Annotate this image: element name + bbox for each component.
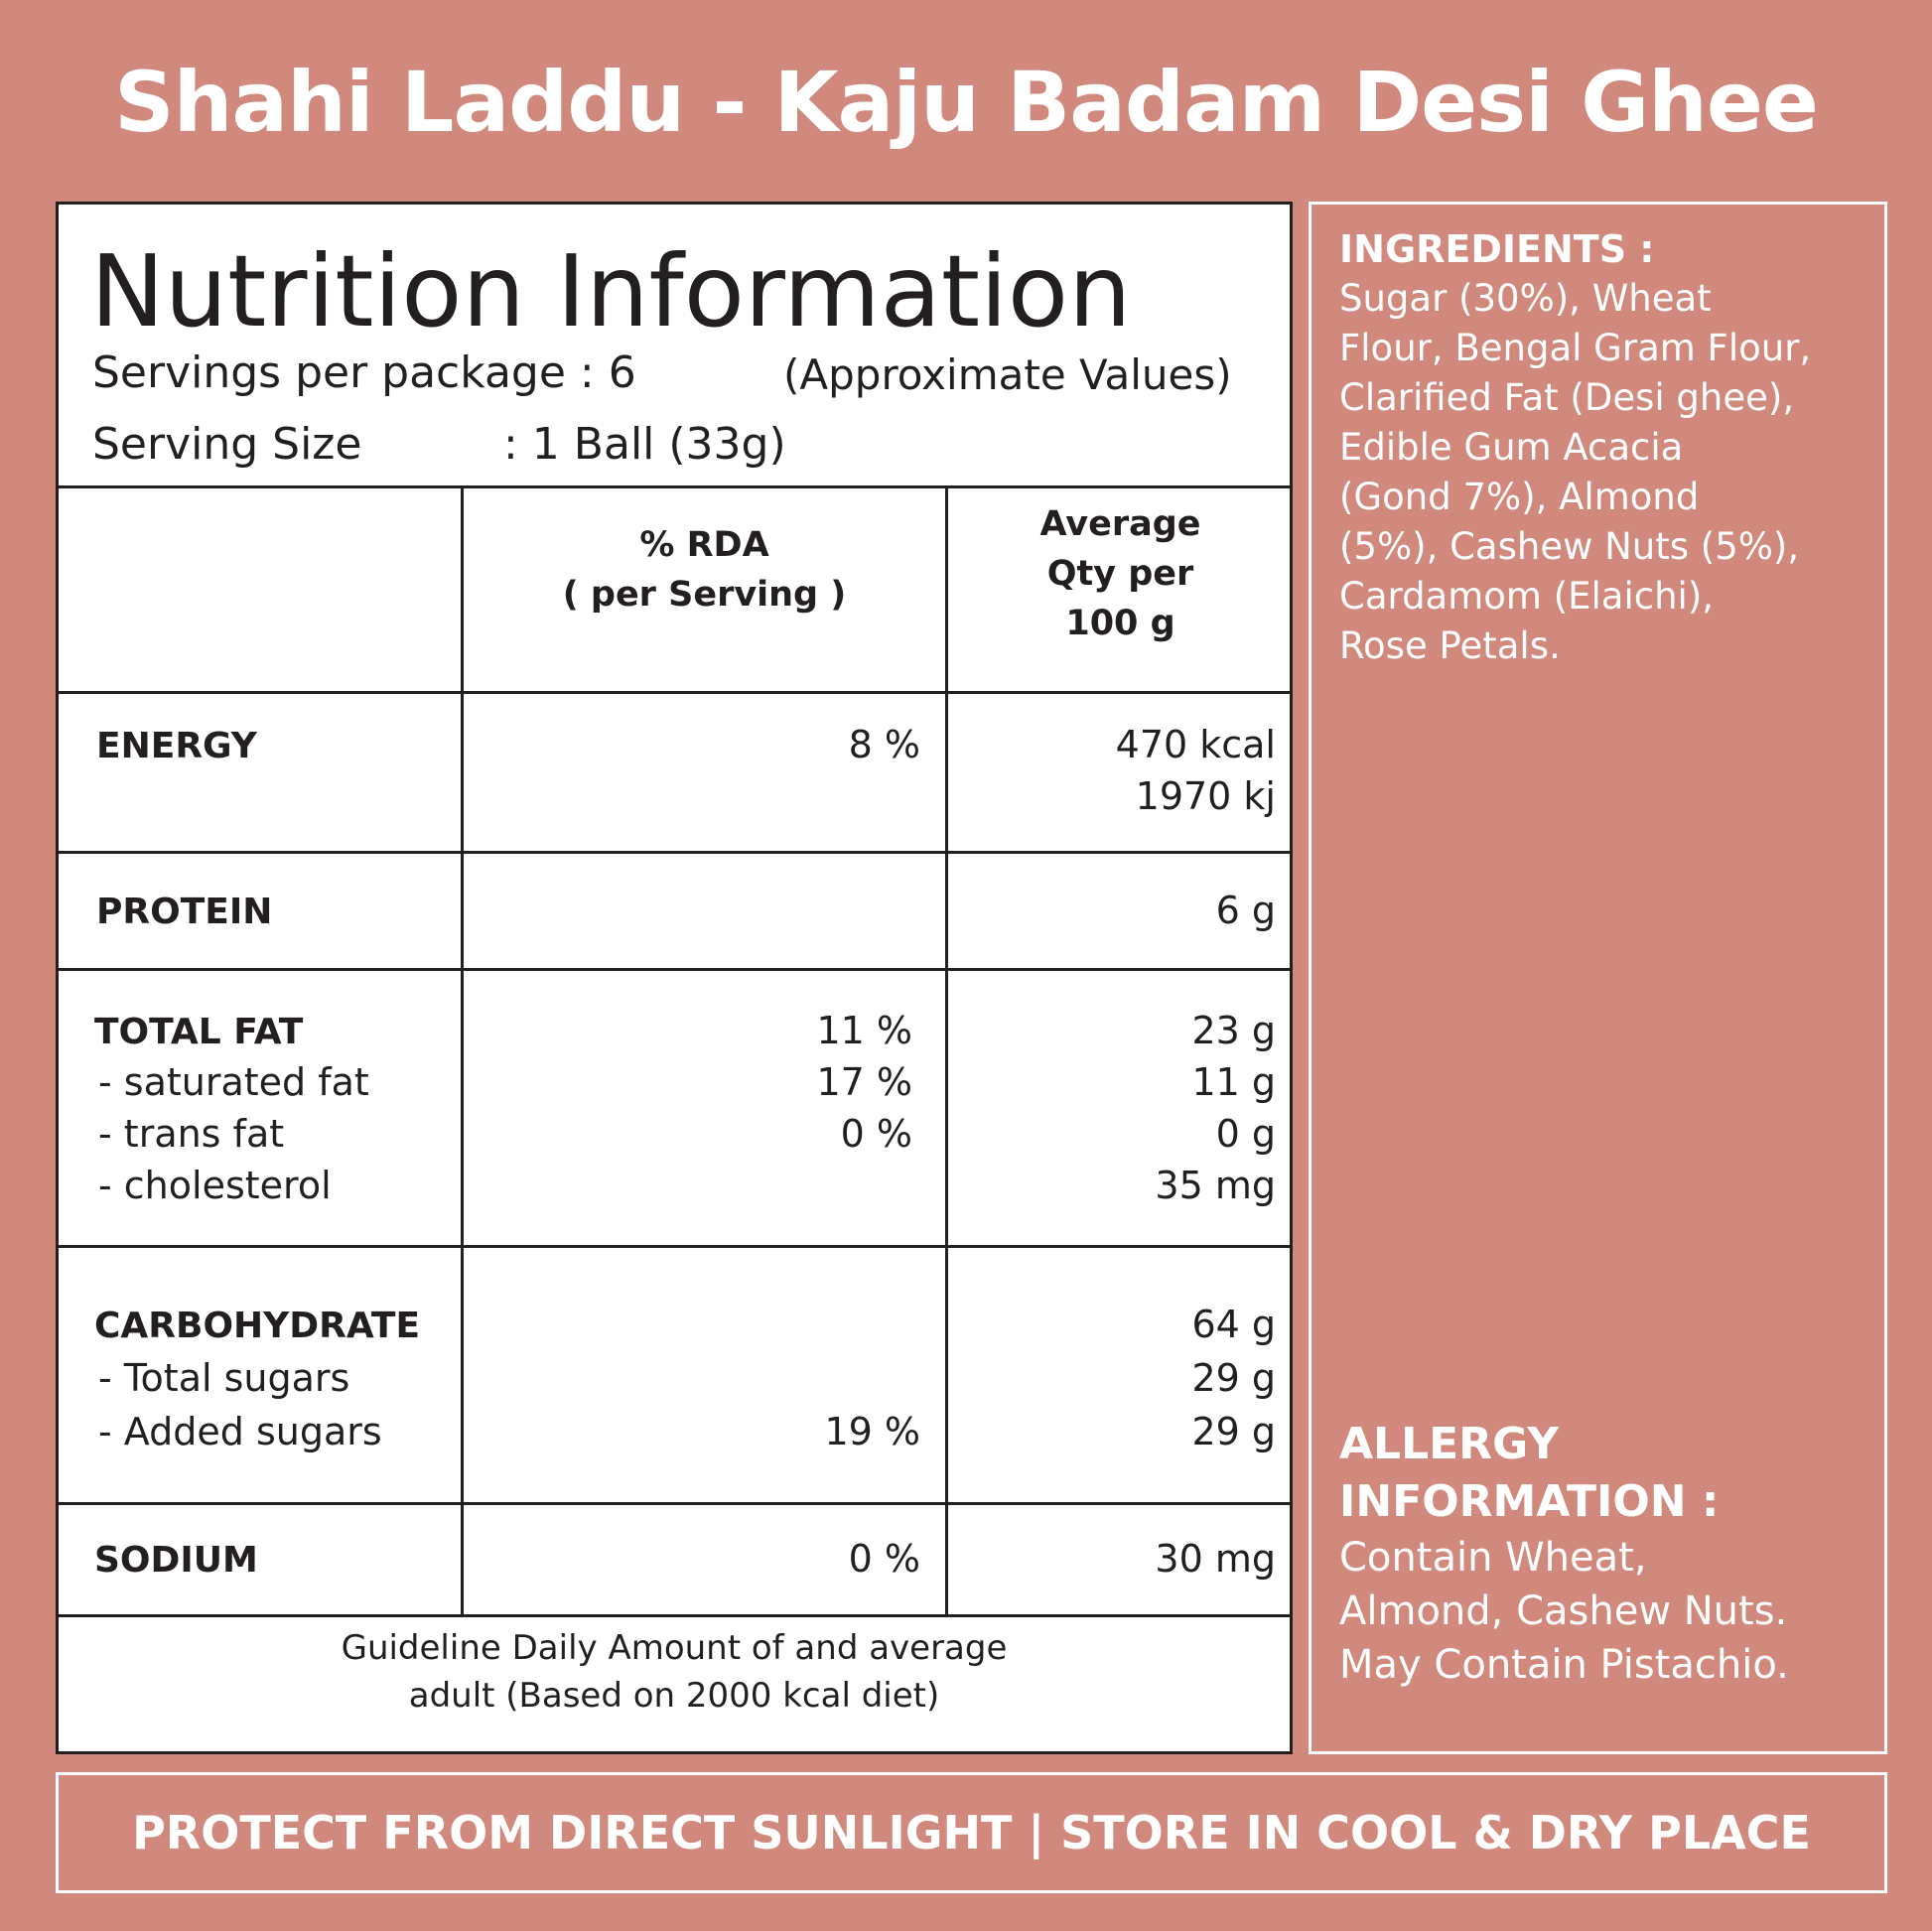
product-title: Shahi Laddu - Kaju Badam Desi Ghee — [114, 54, 1818, 151]
divider — [59, 1614, 1290, 1617]
total-sugars-label: - Total sugars — [98, 1356, 350, 1400]
saturated-fat-rda: 17 % — [816, 1060, 912, 1104]
ingredients-line: (5%), Cashew Nuts (5%), — [1339, 525, 1800, 568]
sodium-avg: 30 mg — [1155, 1537, 1276, 1581]
energy-avg-kj: 1970 kj — [1135, 774, 1276, 818]
sodium-label: SODIUM — [94, 1540, 258, 1581]
trans-fat-rda: 0 % — [840, 1112, 912, 1156]
saturated-fat-label: - saturated fat — [98, 1060, 369, 1104]
ingredients-line: Clarified Fat (Desi ghee), — [1339, 376, 1795, 419]
divider — [59, 851, 1290, 854]
fat-avg: 23 g — [1191, 1009, 1276, 1052]
allergy-heading: INFORMATION : — [1339, 1476, 1720, 1527]
allergy-heading: ALLERGY — [1339, 1419, 1560, 1469]
guideline-footnote: Guideline Daily Amount of and average adult (Based on 2000 kcal diet) — [341, 1628, 1008, 1716]
ingredients-line: Rose Petals. — [1339, 624, 1561, 667]
divider — [59, 1502, 1290, 1505]
energy-rda: 8 % — [848, 723, 920, 766]
carbohydrate-avg: 64 g — [1191, 1303, 1276, 1346]
ingredients-line: Edible Gum Acacia — [1339, 426, 1684, 469]
allergy-line: Contain Wheat, — [1339, 1535, 1647, 1581]
serving-size-label: Serving Size — [92, 419, 362, 470]
trans-fat-label: - trans fat — [98, 1112, 285, 1156]
col-header-rda: % RDA ( per Serving ) — [562, 525, 847, 615]
divider — [59, 1245, 1290, 1248]
divider — [59, 968, 1290, 971]
serving-size-value: : 1 Ball (33g) — [503, 419, 786, 470]
divider — [59, 691, 1290, 694]
col-header-avg: Average Qty per 100 g — [1039, 504, 1201, 643]
added-sugars-avg: 29 g — [1191, 1410, 1276, 1453]
ingredients-line: (Gond 7%), Almond — [1339, 476, 1700, 518]
divider — [59, 485, 1290, 488]
energy-label: ENERGY — [96, 726, 257, 766]
trans-fat-avg: 0 g — [1215, 1112, 1276, 1156]
allergy-line: May Contain Pistachio. — [1339, 1642, 1789, 1688]
added-sugars-rda: 19 % — [824, 1410, 920, 1453]
fat-label: TOTAL FAT — [94, 1012, 304, 1052]
ingredients-line: Sugar (30%), Wheat — [1339, 277, 1712, 320]
total-sugars-avg: 29 g — [1191, 1356, 1276, 1400]
ingredients-heading: INGREDIENTS : — [1339, 227, 1655, 271]
protein-avg: 6 g — [1215, 889, 1276, 932]
energy-avg-kcal: 470 kcal — [1115, 723, 1276, 766]
fat-rda: 11 % — [816, 1009, 912, 1052]
nutrition-panel — [56, 202, 1293, 1754]
approximate-values-note: (Approximate Values) — [783, 350, 1232, 399]
carbohydrate-label: CARBOHYDRATE — [94, 1306, 421, 1346]
cholesterol-label: - cholesterol — [98, 1164, 332, 1207]
ingredients-section — [1339, 224, 1875, 671]
saturated-fat-avg: 11 g — [1191, 1060, 1276, 1104]
servings-per-package: Servings per package : 6 — [92, 347, 636, 398]
ingredients-panel — [1309, 202, 1887, 1754]
cholesterol-avg: 35 mg — [1155, 1164, 1276, 1207]
sodium-rda: 0 % — [848, 1537, 920, 1581]
storage-banner: PROTECT FROM DIRECT SUNLIGHT | STORE IN COOL & DRY PLACE — [56, 1772, 1887, 1893]
allergy-section — [1339, 1416, 1875, 1692]
added-sugars-label: - Added sugars — [98, 1410, 382, 1453]
nutrition-header — [59, 205, 1290, 486]
ingredients-line: Flour, Bengal Gram Flour, — [1339, 327, 1812, 369]
allergy-line: Almond, Cashew Nuts. — [1339, 1588, 1788, 1634]
nutrition-heading: Nutrition Information — [90, 233, 1132, 349]
protein-label: PROTEIN — [96, 892, 273, 932]
ingredients-line: Cardamom (Elaichi), — [1339, 575, 1715, 618]
